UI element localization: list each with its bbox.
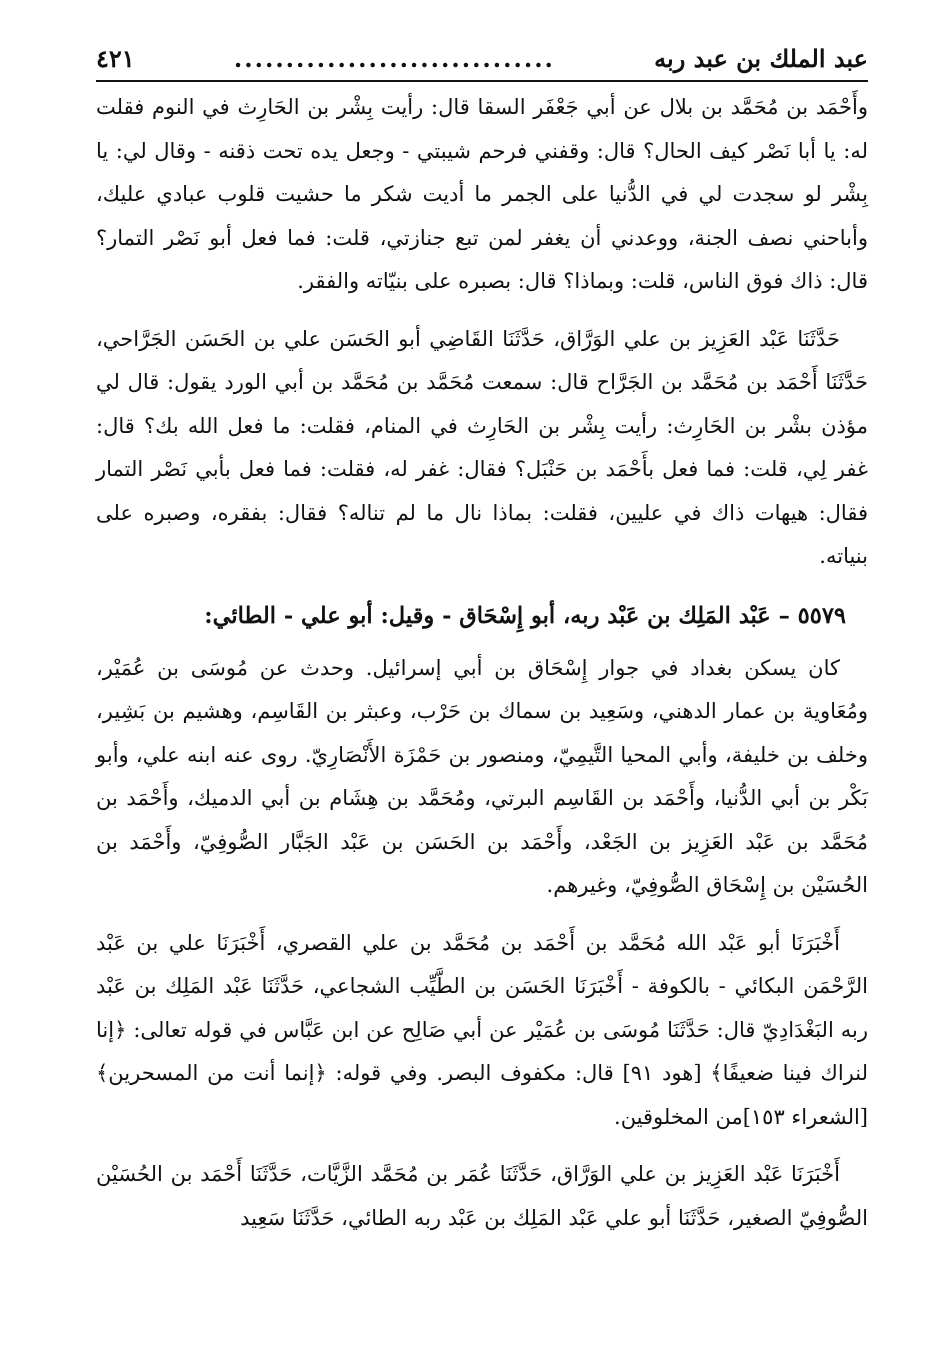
- paragraph-muezzin-report: حَدَّثَنَا عَبْد العَزِيز بن علي الوَرَّاق، حَدَّثَنَا القَاضِي أبو الحَسَن علي بن الحَسَن الجَرَّاحي، حَدَّثَنَا أَحْمَد بن مُحَمَّد بن الجَرَّاح قال: سمعت مُحَمَّد بن مُحَمَّد بن أبي الورد يقول: قال لي مؤذن بشْر بن الحَارِث: رأيت بِشْر بن الحَارِث في المنام، فقلت: ما فعل الله بك؟ قال: غفر لِي، قلت: فما فعل بأَحْمَد بن حَنْبَل؟ فقال: غفر له، فقلت: فما فعل بأبي نَصْر التمار فقال: هيهات ذاك في عليين، فقلت: بماذا نال ما لم تناله؟ فقال: بفقره، وصبره على بنياته.: [96, 326, 868, 568]
- running-header: [96, 38, 868, 82]
- running-title: عبد الملك بن عبد ربه: [654, 44, 868, 73]
- entry-heading: ٥٥٧٩ – عَبْد المَلِك بن عَبْد ربه، أبو إِسْحَاق - وقيل: أبو علي - الطائي:: [204, 602, 846, 629]
- leader-dots: ...............................: [233, 44, 555, 73]
- book-page: [96, 38, 868, 1348]
- paragraph-biography: كان يسكن بغداد في جوار إِسْحَاق بن أبي إسرائيل. وحدث عن مُوسَى بن عُمَيْر، ومُعَاوية بن عمار الدهني، وسَعِيد بن سماك بن حَرْب، وعبثر بن القَاسِم، وهشيم بن بَشِير، وخلف بن خليفة، وأبي المحيا التَّيمِيّ، ومنصور بن حَمْزَة الأَنْصَارِيّ. روى عنه ابنه علي، وأبو بَكْر بن أبي الدُّنيا، وأَحْمَد بن القَاسِم البرتي، ومُحَمَّد بن هِشَام بن أبي الدميك، وأَحْمَد بن مُحَمَّد بن عَبْد العَزِيز بن الجَعْد، وأَحْمَد بن الحَسَن بن عَبْد الجَبَّار الصُّوفِيّ، وأَحْمَد بن الحُسَيْن بن إِسْحَاق الصُّوفِيّ، وغيرهم.: [96, 655, 868, 897]
- paragraph-chain-continuation: أَخْبَرَنَا عَبْد العَزِيز بن علي الوَرَّاق، حَدَّثَنَا عُمَر بن مُحَمَّد الزَّيَّات، حَدَّثَنَا أَحْمَد بن الحُسَيْن الصُّوفِيّ الصغير، حَدَّثَنَا أبو علي عَبْد المَلِك بن عَبْد ربه الطائي، حَدَّثَنَا سَعِيد: [96, 1162, 868, 1230]
- paragraph-bishr-dream: وأَحْمَد بن مُحَمَّد بن بلال عن أبي جَعْفَر السقا قال: رأيت بِشْر بن الحَارِث في النوم فقلت له: يا أبا نَصْر كيف الحال؟ قال: وقفني فرحم شيبتي - وجعل يده تحت ذقنه - وقال لي: يا بِشْر لو سجدت لي في الدُّنيا على الجمر ما أديت شكر ما حشيت قلوب عبادي عليك، وأباحني نصف الجنة، ووعدني أن يغفر لمن تبع جنازتي، قلت: فما فعل أبو نَصْر التمار؟ قال: ذاك فوق الناس، قلت: وبماذا؟ قال: بصبره على بنيّاته والفقر.: [96, 95, 868, 293]
- page-number: ٤٢١: [96, 44, 135, 73]
- paragraph-tafsir-narration: أَخْبَرَنَا أبو عَبْد الله مُحَمَّد بن أَحْمَد بن مُحَمَّد بن علي القصري، أَخْبَرَنَا علي بن عَبْد الرَّحْمَن البكائي - بالكوفة - أَخْبَرَنَا الحَسَن بن الطَّيِّب الشجاعي، حَدَّثَنَا عَبْد المَلِك بن عَبْد ربه البَغْدَادِيّ قال: حَدَّثَنَا مُوسَى بن عُمَيْر عن أبي صَالِح عن ابن عَبَّاس في قوله تعالى: ﴿إنا لنراك فينا ضعيفًا﴾ [هود ٩١] قال: مكفوف البصر. وفي قوله: ﴿إنما أنت من المسحرين﴾ [الشعراء ١٥٣]من المخلوقين.: [96, 930, 869, 1129]
